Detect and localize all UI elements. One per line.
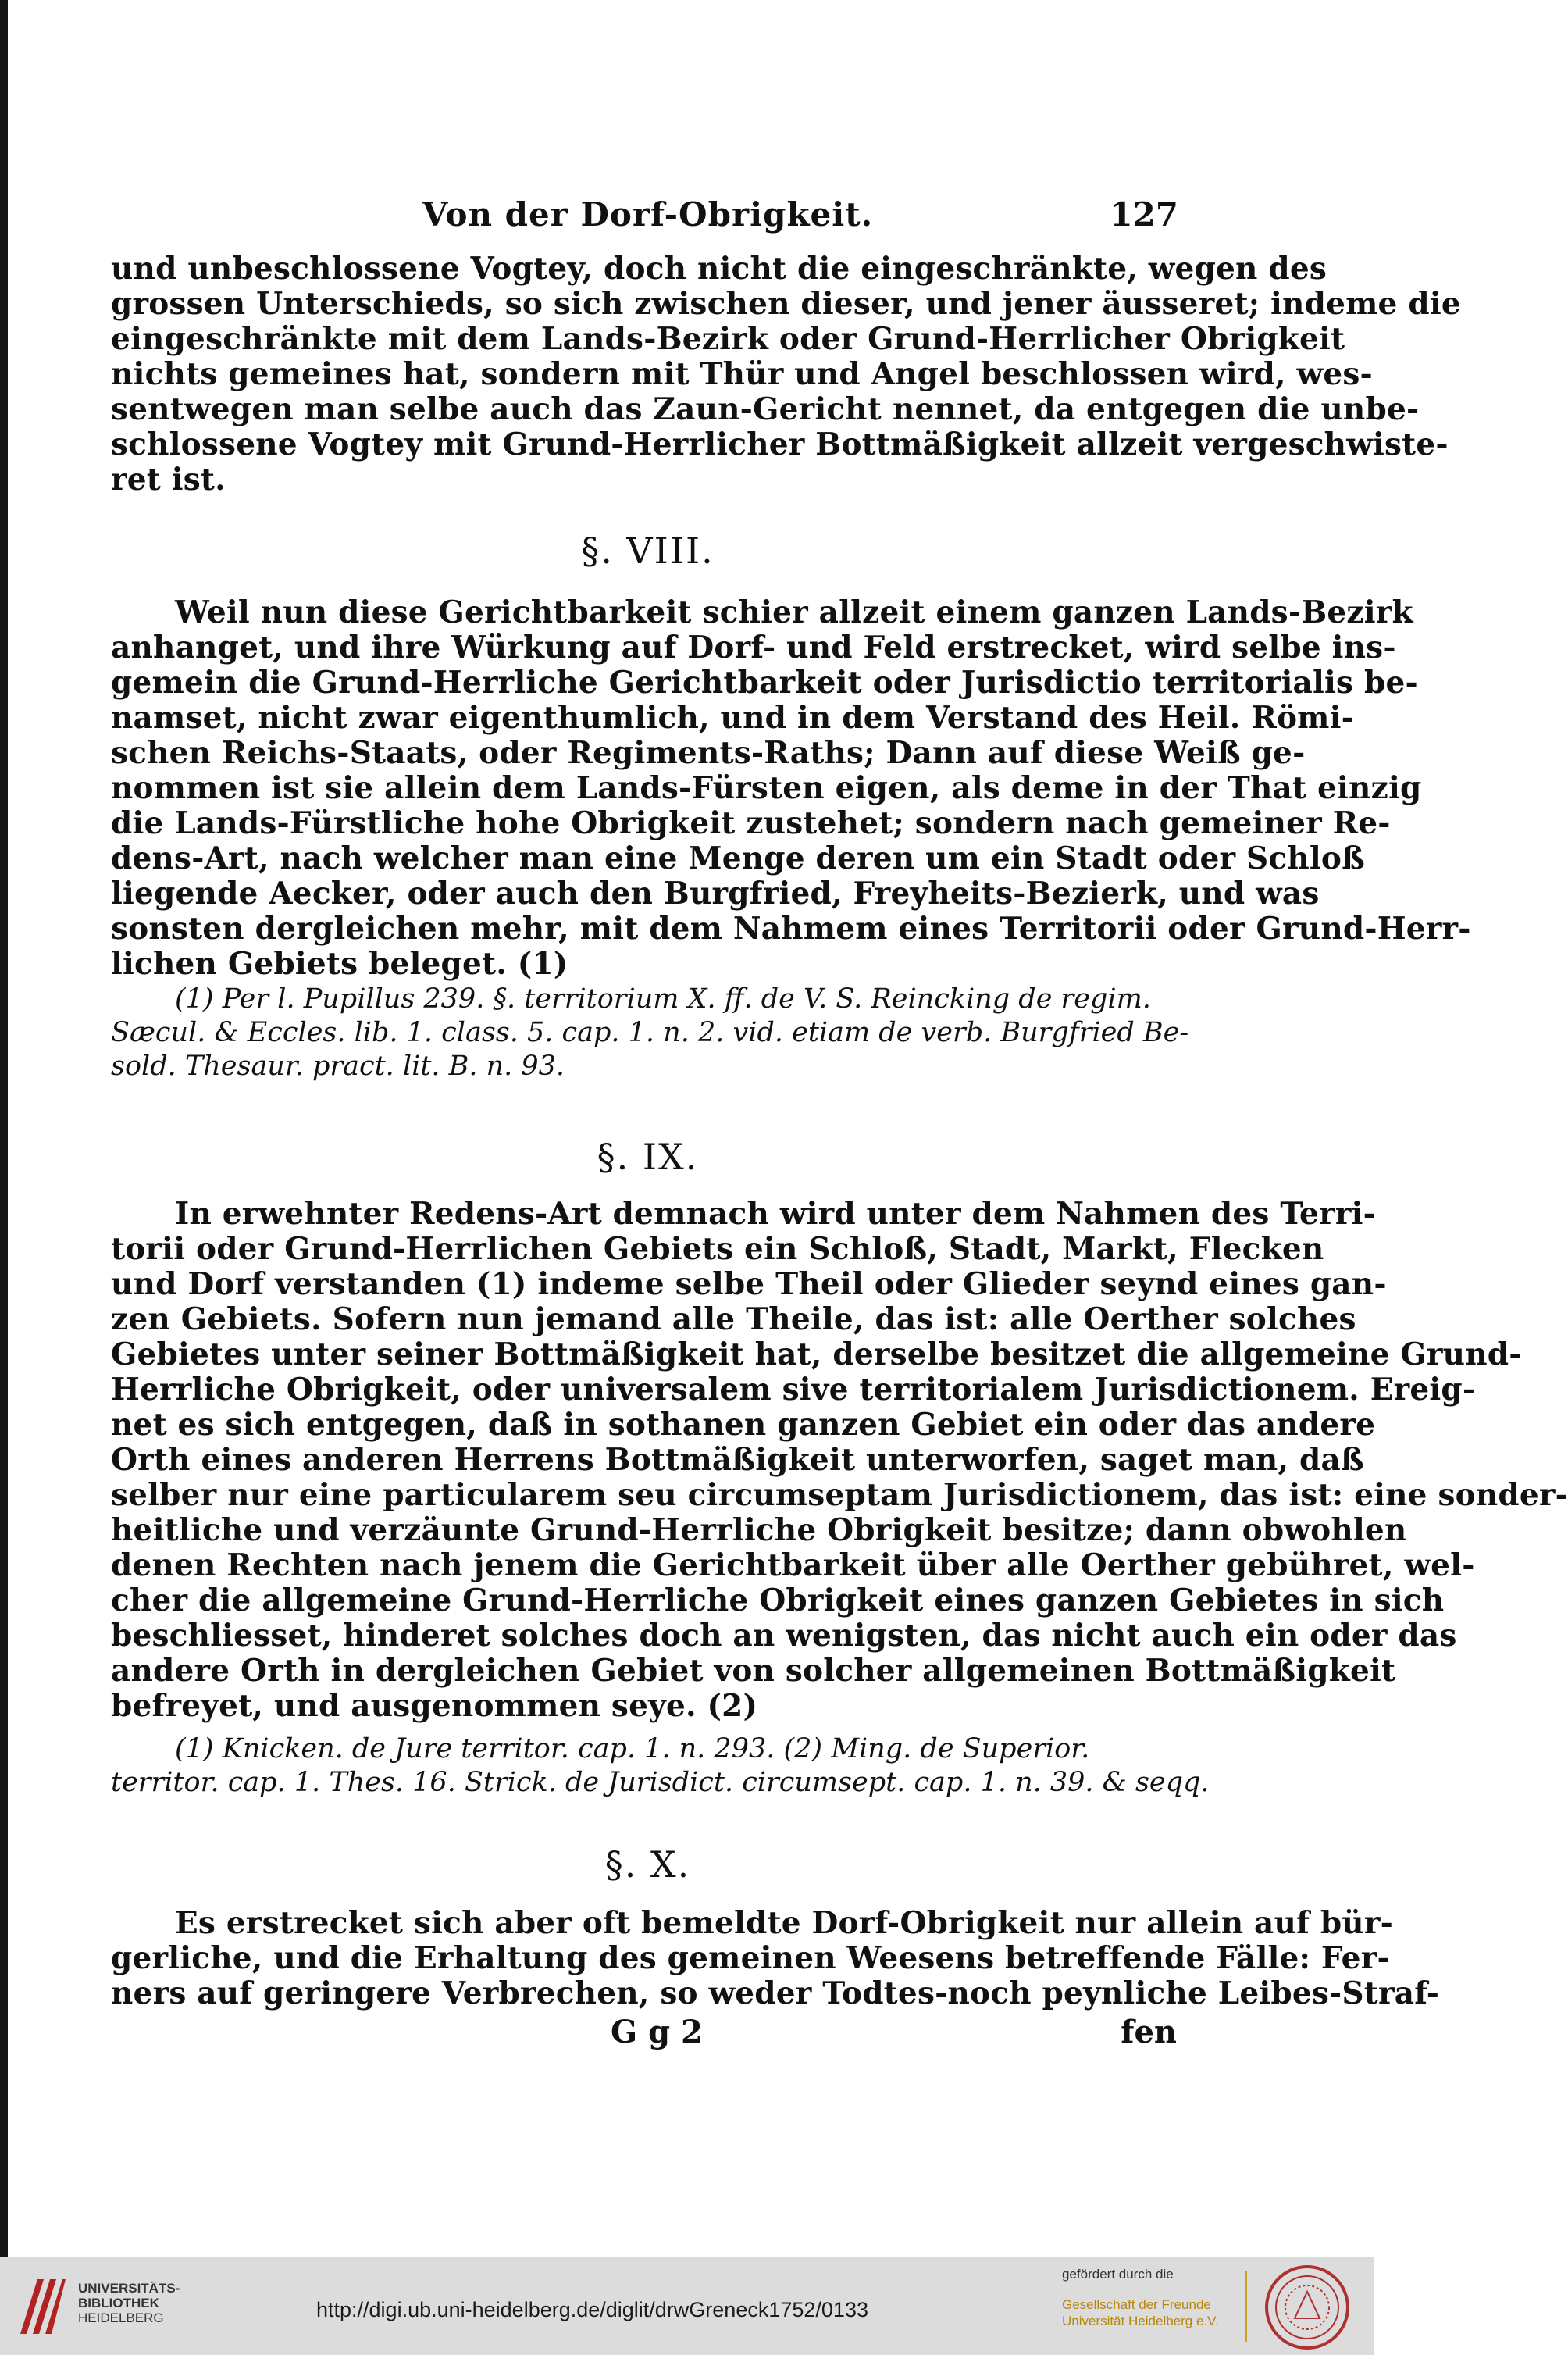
library-name-line: HEIDELBERG — [78, 2310, 164, 2325]
text-line: die Lands-Fürstliche hohe Obrigkeit zustehet; sondern nach gemeiner Re- — [111, 805, 1391, 841]
text-line: ners auf geringere Verbrechen, so weder Todtes-noch peynliche Leibes-Straf- — [111, 1975, 1440, 2011]
text-line: dens-Art, nach welcher man eine Menge deren um ein Stadt oder Schloß — [111, 840, 1365, 876]
text-line: liegende Aecker, oder auch den Burgfried, Freyheits-Bezierk, und was — [111, 876, 1320, 912]
text-line: anhanget, und ihre Würkung auf Dorf- und Feld erstrecket, wird selbe ins- — [111, 630, 1396, 665]
text-line: Weil nun diese Gerichtbarkeit schier allzeit einem ganzen Lands-Bezirk — [175, 594, 1413, 630]
text-line: schen Reichs-Staats, oder Regiments-Raths; Dann auf diese Weiß ge- — [111, 735, 1306, 771]
text-line: heitliche und verzäunte Grund-Herrliche Obrigkeit besitze; dann obwohlen — [111, 1512, 1407, 1548]
text-line: grossen Unterschieds, so sich zwischen dieser, und jener äusseret; indeme die — [111, 286, 1461, 322]
text-line: nichts gemeines hat, sondern mit Thür und Angel beschlossen wird, wes- — [111, 356, 1373, 392]
text-line: namset, nicht zwar eigenthumlich, und in dem Verstand des Heil. Römi- — [111, 700, 1355, 736]
text-line: schlossene Vogtey mit Grund-Herrlicher Bottmäßigkeit allzeit vergeschwiste- — [111, 426, 1449, 462]
page-number: 127 — [1110, 195, 1178, 234]
footnote-line: (1) Knicken. de Jure territor. cap. 1. n. 293. (2) Ming. de Superior. — [175, 1733, 1090, 1764]
text-line: gemein die Grund-Herrliche Gerichtbarkeit oder Jurisdictio territorialis be- — [111, 665, 1418, 701]
text-line: ret ist. — [111, 462, 226, 498]
running-head-title: Von der Dorf-Obrigkeit. — [422, 195, 874, 234]
text-line: befreyet, und ausgenommen seye. (2) — [111, 1688, 758, 1724]
section-heading: §. IX. — [597, 1136, 699, 1178]
sponsor-block — [1062, 2267, 1265, 2329]
sponsor-name-line: Gesellschaft der Freunde — [1062, 2297, 1211, 2312]
text-line: Es erstrecket sich aber oft bemeldte Dorf-Obrigkeit nur allein auf bür- — [175, 1905, 1393, 1941]
text-line: nommen ist sie allein dem Lands-Fürsten eigen, als deme in der That einzig — [111, 770, 1422, 806]
library-name-line: UNIVERSITÄTS- — [78, 2281, 180, 2296]
text-line: In erwehnter Redens-Art demnach wird unter dem Nahmen des Terri- — [175, 1196, 1376, 1232]
text-line: Orth eines anderen Herrens Bottmäßigkeit unterworfen, saget man, daß — [111, 1442, 1364, 1478]
page-edge-shadow — [0, 0, 8, 2257]
running-head — [111, 195, 1185, 239]
text-line: sonsten dergleichen mehr, mit dem Nahmem eines Territorii oder Grund-Herr- — [111, 911, 1471, 947]
section-heading: §. VIII. — [581, 530, 715, 572]
text-line: net es sich entgegen, daß in sothanen ganzen Gebiet ein oder das andere — [111, 1407, 1376, 1443]
permalink-url[interactable]: http://digi.ub.uni-heidelberg.de/diglit/drwGreneck1752/0133 — [316, 2298, 868, 2321]
text-line: andere Orth in dergleichen Gebiet von solcher allgemeinen Bottmäßigkeit — [111, 1653, 1396, 1689]
text-line: beschliesset, hinderet solches doch an wenigsten, das nicht auch ein oder das — [111, 1618, 1457, 1654]
footnote-line: (1) Per l. Pupillus 239. §. territorium X. ff. de V. S. Reincking de regim. — [175, 983, 1151, 1015]
library-name-line: BIBLIOTHEK — [78, 2296, 159, 2310]
university-seal-icon — [1263, 2264, 1351, 2351]
text-line: Herrliche Obrigkeit, oder universalem sive territorialem Jurisdictionem. Ereig- — [111, 1372, 1476, 1408]
footnote-line: sold. Thesaur. pract. lit. B. n. 93. — [111, 1051, 565, 1082]
text-line: zen Gebiets. Sofern nun jemand alle Theile, das ist: alle Oerther solches — [111, 1301, 1356, 1337]
text-line: lichen Gebiets beleget. (1) — [111, 946, 568, 982]
footnote-line: territor. cap. 1. Thes. 16. Strick. de Jurisdict. circumsept. cap. 1. n. 39. & seqq. — [111, 1767, 1210, 1798]
viewer-footer — [0, 2257, 1374, 2355]
text-line: eingeschränkte mit dem Lands-Bezirk oder Grund-Herrlicher Obrigkeit — [111, 321, 1345, 357]
signature-mark: G g 2 — [611, 2014, 703, 2050]
sponsor-divider — [1245, 2271, 1247, 2342]
text-line: sentwegen man selbe auch das Zaun-Gericht nennet, da entgegen die unbe- — [111, 391, 1420, 427]
book-page — [111, 0, 1568, 2257]
sponsor-name-line: Universität Heidelberg e.V. — [1062, 2314, 1219, 2328]
text-line: selber nur eine particularem seu circumseptam Jurisdictionem, das ist: eine sonder- — [111, 1477, 1568, 1513]
section-heading: §. X. — [604, 1843, 691, 1886]
library-logo-icon — [14, 2271, 69, 2342]
text-line: gerliche, und die Erhaltung des gemeinen Weesens betreffende Fälle: Fer- — [111, 1940, 1390, 1976]
sponsor-label: gefördert durch die — [1062, 2267, 1174, 2282]
footnote-line: Sæcul. & Eccles. lib. 1. class. 5. cap. 1. n. 2. vid. etiam de verb. Burgfried Be- — [111, 1017, 1189, 1048]
text-line: cher die allgemeine Grund-Herrliche Obrigkeit eines ganzen Gebietes in sich — [111, 1582, 1445, 1618]
text-line: und unbeschlossene Vogtey, doch nicht die eingeschränkte, wegen des — [111, 251, 1327, 287]
text-line: und Dorf verstanden (1) indeme selbe Theil oder Glieder seynd eines gan- — [111, 1266, 1387, 1302]
text-line: Gebietes unter seiner Bottmäßigkeit hat, derselbe besitzet die allgemeine Grund- — [111, 1336, 1522, 1372]
catchword: fen — [1121, 2014, 1177, 2050]
text-line: torii oder Grund-Herrlichen Gebiets ein Schloß, Stadt, Markt, Flecken — [111, 1231, 1324, 1267]
library-name — [78, 2281, 180, 2325]
text-line: denen Rechten nach jenem die Gerichtbarkeit über alle Oerther gebühret, wel- — [111, 1547, 1475, 1583]
